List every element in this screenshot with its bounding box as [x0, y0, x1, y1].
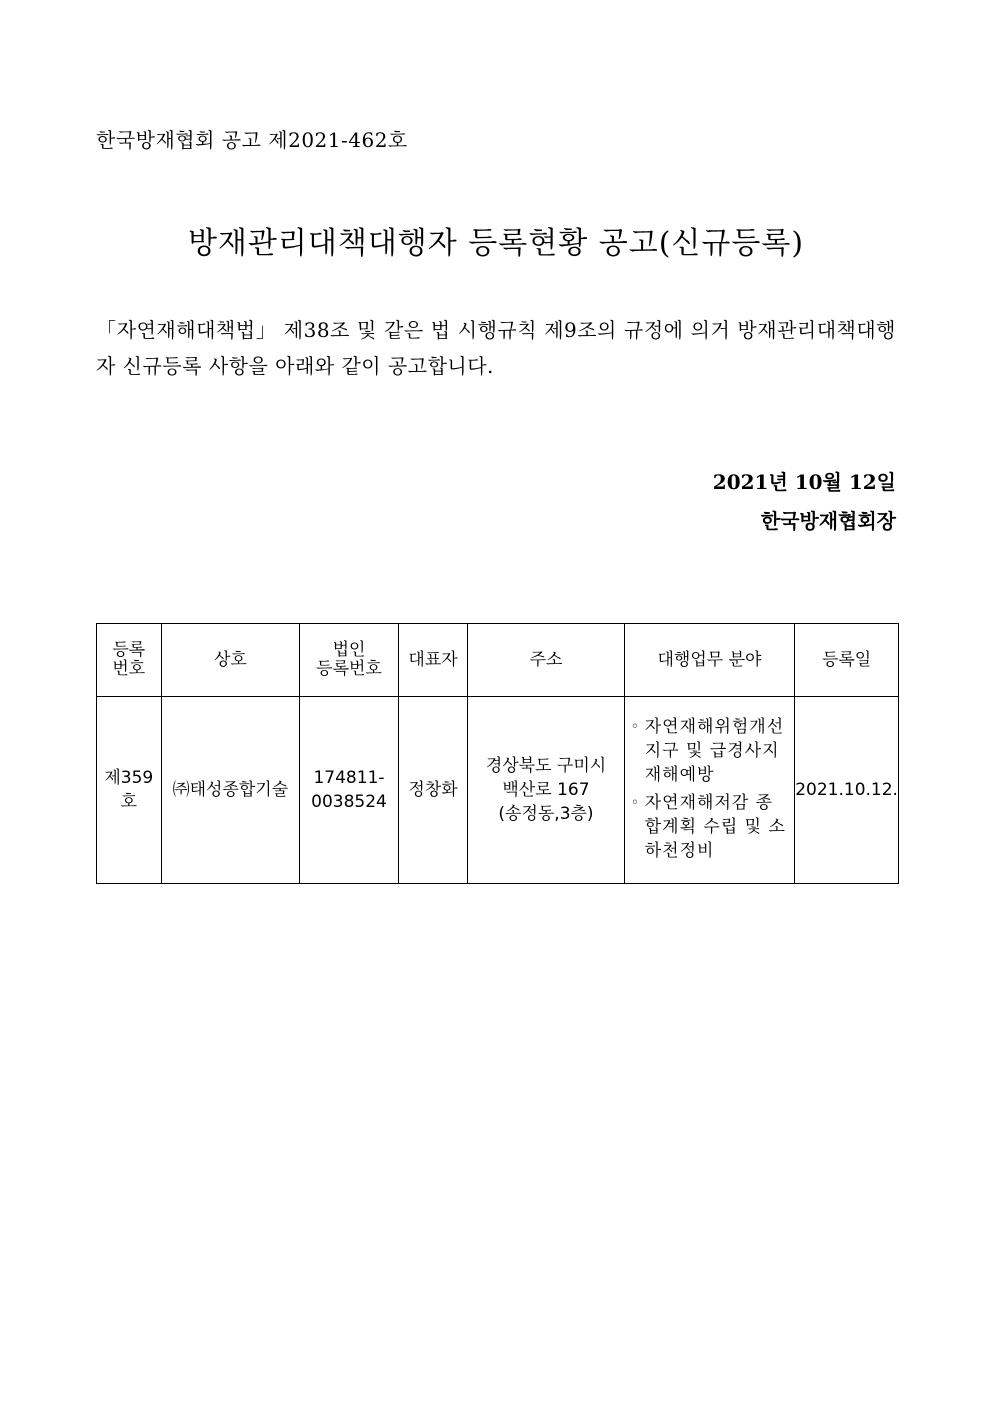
cell-representative: 정창화 [398, 697, 467, 884]
header-corp-no [300, 624, 399, 697]
header-reg-date: 등록일 [795, 624, 899, 697]
page-title: 방재관리대책대행자 등록현황 공고(신규등록) [187, 226, 805, 261]
field-item-text: 자연재해저감 종합계획 수립 및 소하천정비 [644, 793, 786, 861]
table-row [97, 697, 899, 884]
cell-address-line1: 경상북도 구미시 [485, 756, 607, 776]
field-list [625, 715, 794, 863]
header-reg-no [97, 624, 162, 697]
cell-reg-no: 제359호 [97, 697, 162, 884]
notice-number: 한국방재협회 공고 제2021-462호 [96, 128, 408, 152]
cell-field [624, 697, 794, 884]
header-field: 대행업무 분야 [624, 624, 794, 697]
cell-reg-date: 2021.10.12. [795, 697, 899, 884]
header-representative: 대표자 [398, 624, 467, 697]
list-item [631, 791, 790, 863]
header-corp-no-line1: 법인 [332, 640, 366, 660]
cell-company: ㈜태성종합기술 [161, 697, 300, 884]
header-address: 주소 [468, 624, 625, 697]
header-corp-no-line2: 등록번호 [316, 659, 382, 679]
notice-date: 2021년 10월 12일 [712, 470, 896, 494]
cell-address [468, 697, 625, 884]
cell-corp-no-line2: 0038524 [311, 792, 387, 812]
table-header-row [97, 624, 899, 697]
header-reg-no-line2: 번호 [112, 659, 146, 679]
cell-corp-no-line1: 174811- [313, 768, 385, 788]
cell-address-line2: 백산로 167 [502, 780, 590, 800]
field-item-text: 자연재해위험개선지구 및 급경사지 재해예방 [644, 717, 785, 785]
notice-body: 「자연재해대책법」 제38조 및 같은 법 시행규칙 제9조의 규정에 의거 방재관리대책대행자 신규등록 사항을 아래와 같이 공고합니다. [96, 318, 896, 378]
issuer-name: 한국방재협회장 [760, 509, 896, 533]
cell-address-line3: (송정동,3층) [498, 804, 594, 824]
bullet-icon: ◦ [630, 795, 641, 811]
header-reg-no-line1: 등록 [112, 640, 146, 660]
bullet-icon: ◦ [630, 719, 641, 735]
registration-table [96, 623, 899, 884]
header-company: 상호 [161, 624, 300, 697]
list-item [631, 715, 790, 787]
cell-corp-no [300, 697, 399, 884]
